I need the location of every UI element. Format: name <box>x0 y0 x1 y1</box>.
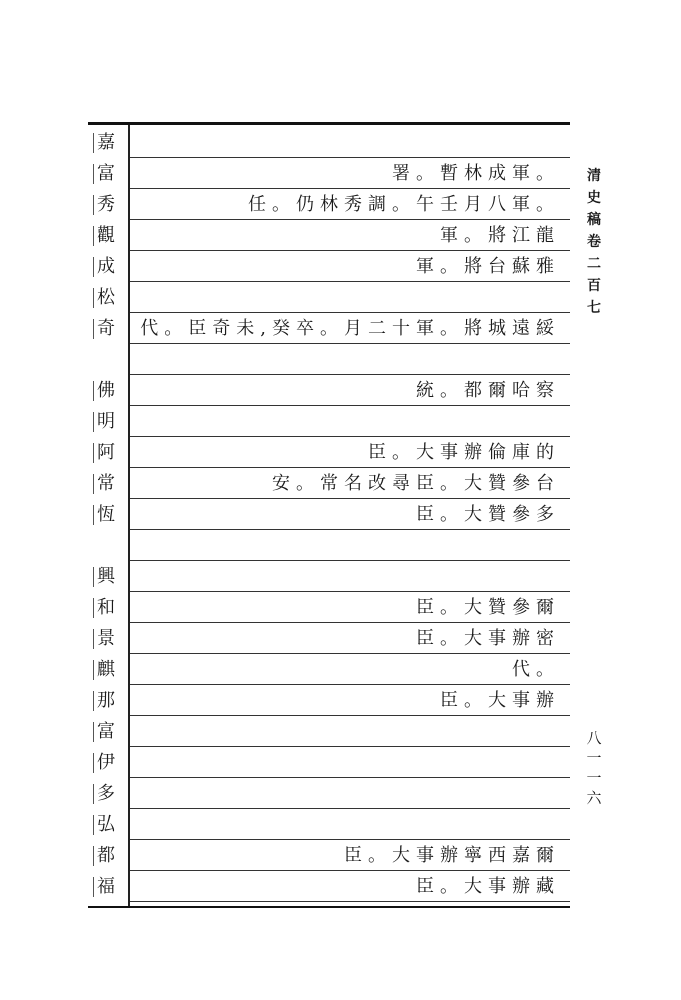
row-entry-text: 代。 <box>512 659 560 680</box>
row-name-char <box>94 410 126 434</box>
row-name-char <box>94 534 126 558</box>
row-name-char <box>94 751 126 775</box>
row-name-char <box>94 844 126 868</box>
table-row <box>88 809 570 840</box>
row-entry-text: 署。暫林成軍。 <box>392 163 560 184</box>
table-row <box>88 747 570 778</box>
row-name-text: 伊 <box>97 752 115 773</box>
table-row <box>88 716 570 747</box>
row-name-text: 嘉 <box>97 132 115 153</box>
row-entry-text: 統。都爾哈察 <box>416 380 560 401</box>
row-entry-text: 代。臣奇未,癸卒。月二十軍。將城遠綏 <box>140 318 560 339</box>
row-name-text: 阿 <box>97 442 115 463</box>
row-name-char <box>94 689 126 713</box>
table-row <box>88 778 570 809</box>
table-row <box>88 158 570 189</box>
row-entry-text: 臣。大事辦 <box>440 690 560 711</box>
book-title-char: 清 <box>587 168 601 184</box>
table-row <box>88 623 570 654</box>
row-name-text: 弘 <box>97 814 115 835</box>
row-entry-text: 任。仍林秀調。午壬月八軍。 <box>248 194 560 215</box>
row-name-text: 常 <box>97 473 115 494</box>
row-entry-text: 軍。將台蘇雅 <box>416 256 560 277</box>
row-name-char <box>94 162 126 186</box>
table-row <box>88 127 570 158</box>
row-name-char <box>94 348 126 372</box>
row-name-char <box>94 596 126 620</box>
table-row <box>88 406 570 437</box>
table-row <box>88 592 570 623</box>
row-name-char <box>94 379 126 403</box>
row-name-char <box>94 503 126 527</box>
row-name-char <box>94 131 126 155</box>
page-number-vertical <box>584 728 604 808</box>
book-title-char: 七 <box>587 300 601 316</box>
table-row <box>88 871 570 902</box>
book-title-char: 卷 <box>587 234 601 250</box>
row-name-char <box>94 193 126 217</box>
row-name-char <box>94 224 126 248</box>
official-roster-table <box>88 122 570 910</box>
row-name-char <box>94 472 126 496</box>
book-title-vertical <box>584 165 604 319</box>
row-name-char <box>94 565 126 589</box>
row-entry-text: 臣。大事辦密 <box>416 628 560 649</box>
row-name-text: 麒 <box>97 659 115 680</box>
row-entry-text: 臣。大事辦藏 <box>416 876 560 897</box>
row-name-text: 奇 <box>97 318 115 339</box>
row-name-text: 都 <box>97 845 115 866</box>
bottom-rule <box>88 906 570 908</box>
table-row <box>88 654 570 685</box>
table-row <box>88 282 570 313</box>
table-row <box>88 468 570 499</box>
row-name-text: 明 <box>97 411 115 432</box>
row-entry-text: 臣。大贊參多 <box>416 504 560 525</box>
row-name-text: 恆 <box>97 504 115 525</box>
top-rule <box>88 122 570 125</box>
row-name-text: 秀 <box>97 194 115 215</box>
row-name-text: 那 <box>97 690 115 711</box>
row-name-char <box>94 782 126 806</box>
row-entry-text: 安。常名改尋臣。大贊參台 <box>272 473 560 494</box>
row-name-text: 和 <box>97 597 115 618</box>
row-name-char <box>94 317 126 341</box>
row-name-text: 松 <box>97 287 115 308</box>
table-row <box>88 220 570 251</box>
table-row <box>88 251 570 282</box>
row-name-text: 成 <box>97 256 115 277</box>
book-title-char: 史 <box>587 190 601 206</box>
row-name-text: 多 <box>97 783 115 804</box>
table-row <box>88 561 570 592</box>
table-row <box>88 189 570 220</box>
row-entry-text: 臣。大贊參爾 <box>416 597 560 618</box>
row-name-char <box>94 441 126 465</box>
row-name-text: 福 <box>97 876 115 897</box>
book-title-char: 百 <box>587 278 601 294</box>
row-name-text: 興 <box>97 566 115 587</box>
row-name-text: 富 <box>97 163 115 184</box>
row-entry-text: 軍。將江龍 <box>440 225 560 246</box>
row-name-char <box>94 875 126 899</box>
row-name-char <box>94 658 126 682</box>
book-title-char: 稿 <box>587 212 601 228</box>
page-number-char: 八 <box>586 729 602 747</box>
table-row <box>88 344 570 375</box>
row-entry-text: 臣。大事辦寧西嘉爾 <box>344 845 560 866</box>
page-number-char: 一 <box>586 749 602 767</box>
table-row <box>88 437 570 468</box>
row-name-char <box>94 627 126 651</box>
row-name-text: 佛 <box>97 380 115 401</box>
book-title-char: 二 <box>587 256 601 272</box>
table-row <box>88 840 570 871</box>
page-number-char: 一 <box>586 769 602 787</box>
row-name-char <box>94 720 126 744</box>
table-row <box>88 375 570 406</box>
row-name-char <box>94 286 126 310</box>
page-number-char: 六 <box>586 789 602 807</box>
row-name-text: 景 <box>97 628 115 649</box>
table-row <box>88 685 570 716</box>
table-row <box>88 499 570 530</box>
row-rule <box>130 901 570 902</box>
row-name-char <box>94 255 126 279</box>
table-row <box>88 530 570 561</box>
row-name-text: 富 <box>97 721 115 742</box>
row-name-char <box>94 813 126 837</box>
row-name-text: 觀 <box>97 225 115 246</box>
row-entry-text: 臣。大事辦倫庫的 <box>368 442 560 463</box>
table-row <box>88 313 570 344</box>
